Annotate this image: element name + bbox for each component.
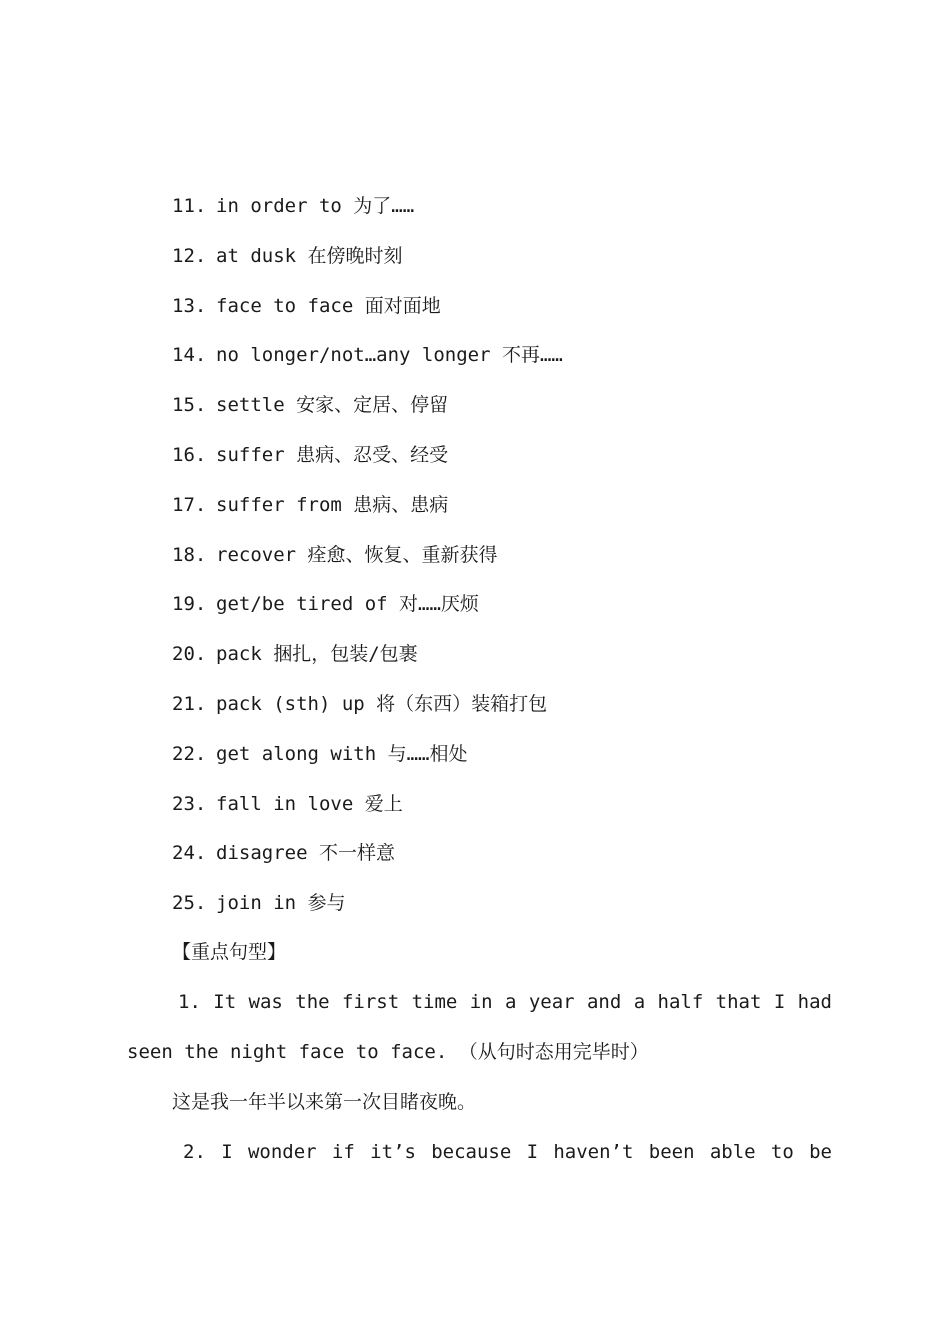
item-number: 22. xyxy=(172,742,207,765)
section-heading: 【重点句型】 xyxy=(172,941,287,963)
item-number: 15. xyxy=(172,394,207,417)
item-text: recover 痊愈、恢复、重新获得 xyxy=(216,543,498,566)
item-text: in order to 为了…… xyxy=(216,195,415,217)
list-item xyxy=(172,238,563,288)
item-number: 24. xyxy=(172,842,207,865)
item-text: no longer/not…any longer 不再…… xyxy=(216,344,563,367)
item-text: get along with 与……相处 xyxy=(216,742,468,765)
sentence-1-line-1: 1. It was the first time in a year and a half that I had xyxy=(178,991,832,1013)
item-number: 17. xyxy=(172,493,207,516)
item-number: 16. xyxy=(172,443,207,466)
sentence-1-line-2: seen the night face to face. （从句时态用完毕时） xyxy=(127,1041,649,1063)
list-item xyxy=(172,288,563,338)
list-item xyxy=(172,786,563,836)
item-number: 12. xyxy=(172,244,207,267)
list-item xyxy=(172,437,563,487)
list-item xyxy=(172,537,563,587)
list-item xyxy=(172,835,563,885)
item-text: join in 参与 xyxy=(216,892,346,915)
item-text: disagree 不一样意 xyxy=(216,842,395,865)
item-text: suffer from 患病、患病 xyxy=(216,493,449,516)
sentence-1-translation: 这是我一年半以来第一次目睹夜晚。 xyxy=(172,1091,477,1113)
item-text: face to face 面对面地 xyxy=(216,294,441,317)
item-number: 21. xyxy=(172,692,207,715)
item-text: suffer 患病、忍受、经受 xyxy=(216,443,449,466)
list-item xyxy=(172,387,563,437)
list-item xyxy=(172,487,563,537)
sentence-2-line-1: 2. I wonder if it’s because I haven’t been able to be xyxy=(183,1141,832,1163)
item-number: 19. xyxy=(172,593,207,616)
list-item xyxy=(172,736,563,786)
item-number: 20. xyxy=(172,643,207,666)
item-text: pack (sth) up 将（东西）装箱打包 xyxy=(216,692,548,715)
item-number: 23. xyxy=(172,792,207,815)
item-number: 14. xyxy=(172,344,207,367)
list-item xyxy=(172,686,563,736)
item-text: settle 安家、定居、停留 xyxy=(216,394,449,417)
item-number: 25. xyxy=(172,892,207,915)
item-text: get/be tired of 对……厌烦 xyxy=(216,593,479,616)
item-text: at dusk 在傍晚时刻 xyxy=(216,244,403,267)
item-number: 18. xyxy=(172,543,207,566)
item-number: 11. xyxy=(172,195,207,217)
item-text: pack 捆扎，包装/包裹 xyxy=(216,643,418,666)
list-item xyxy=(172,885,563,935)
list-item xyxy=(172,636,563,686)
vocabulary-list xyxy=(172,188,563,935)
item-number: 13. xyxy=(172,294,207,317)
list-item xyxy=(172,586,563,636)
list-item xyxy=(172,337,563,387)
list-item xyxy=(172,188,563,238)
item-text: fall in love 爱上 xyxy=(216,792,403,815)
